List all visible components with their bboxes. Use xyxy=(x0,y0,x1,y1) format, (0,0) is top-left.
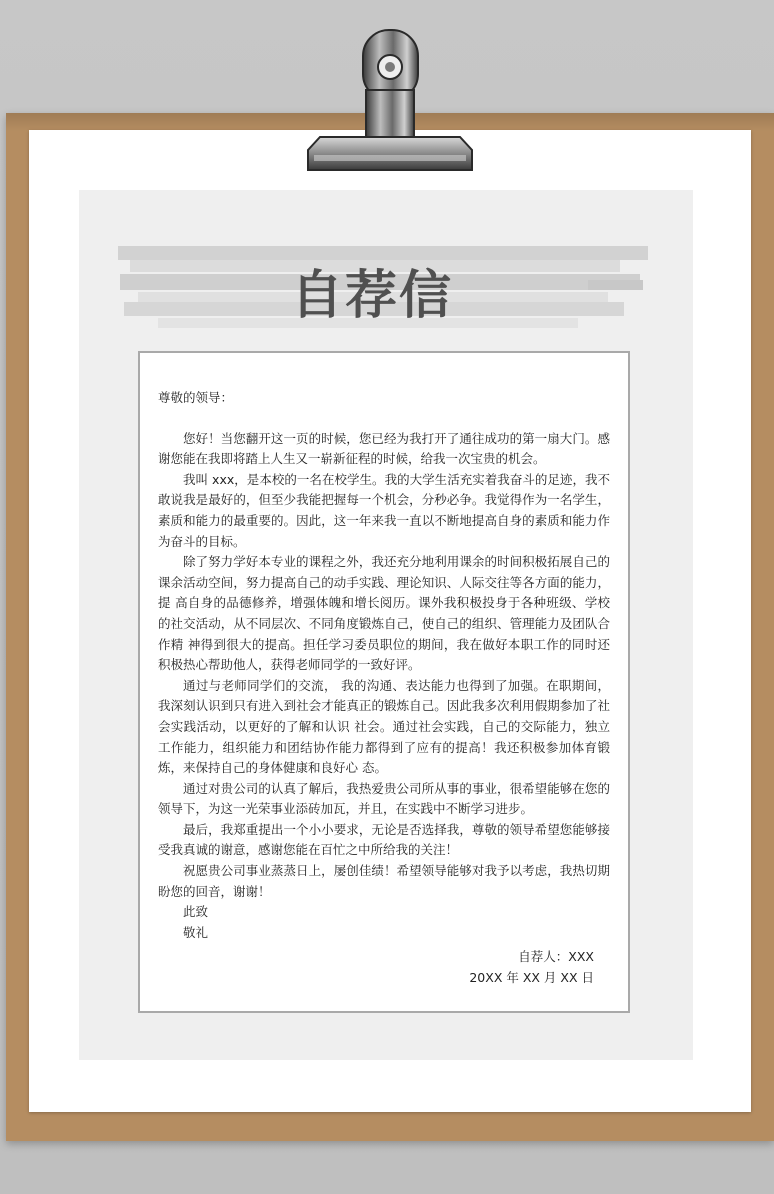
closing-line-1: 此致 xyxy=(183,904,209,920)
closing-line-2: 敬礼 xyxy=(183,924,209,940)
letter-body xyxy=(158,388,610,943)
signature-block xyxy=(469,946,594,988)
paragraph-2: 我叫 xxx，是本校的一名在校学生。我的大学生活充实着我奋斗的足迹，我不敢说我是最好的，但至少我能把握每一个机会，分秒必争。我觉得作为一名学生，素质和能力的最重要的。因此，这一年来我一直以不断地提高自身的素质和能力作为奋斗的目标。 xyxy=(158,471,610,549)
binder-clip-icon xyxy=(300,25,480,180)
paragraph-5: 通过对贵公司的认真了解后，我热爱贵公司所从事的事业，很希望能够在您的领导下，为这一光荣事业添砖加瓦，并且，在实践中不断学习进步。 xyxy=(158,780,610,817)
document-title: 自荐信 xyxy=(290,266,453,326)
paragraph-4: 通过与老师同学们的交流， 我的沟通、表达能力也得到了加强。在职期间，我深刻认识到只有进入到社会才能真正的锻炼自己。因此我多次利用假期参加了社会实践活动，以更好的了解和认识 社会。通过社会实践，自己的交际能力，独立工作能力，组织能力和团结协作能力都得到了应有的提高！我还积极参加体育锻炼，来保持自己的身体健康和良好心 态。 xyxy=(158,677,610,776)
salutation: 尊敬的领导： xyxy=(158,390,234,405)
paragraph-1: 您好！当您翻开这一页的时候，您已经为我打开了通往成功的第一扇大门。感谢您能在我即将踏上人生又一崭新征程的时候，给我一次宝贵的机会。 xyxy=(158,430,610,467)
paragraph-6: 最后，我郑重提出一个小小要求，无论是否选择我，尊敬的领导希望您能够接受我真诚的谢意，感谢您能在百忙之中所给我的关注！ xyxy=(158,821,610,858)
signature: 自荐人：XXX xyxy=(518,949,594,964)
paragraph-7: 祝愿贵公司事业蒸蒸日上，屡创佳绩！希望领导能够对我予以考虑，我热切期盼您的回音，谢谢！ xyxy=(158,863,610,899)
date: 20XX 年 XX 月 XX 日 xyxy=(469,970,594,985)
paragraph-3: 除了努力学好本专业的课程之外，我还充分地利用课余的时间积极拓展自己的课余活动空间，努力提高自己的动手实践、理论知识、人际交往等各方面的能力，提 高自身的品德修养，增强体魄和增长阅历。课外我积极投身于各种班级、学校的社交活动，从不同层次、不同角度锻炼自己，使自己的组织、管理能力及团队合作精 神得到很大的提高。担任学习委员职位的期间，我在做好本职工作的同时还积极热心帮助他人，获得老师同学的一致好评。 xyxy=(158,554,610,673)
